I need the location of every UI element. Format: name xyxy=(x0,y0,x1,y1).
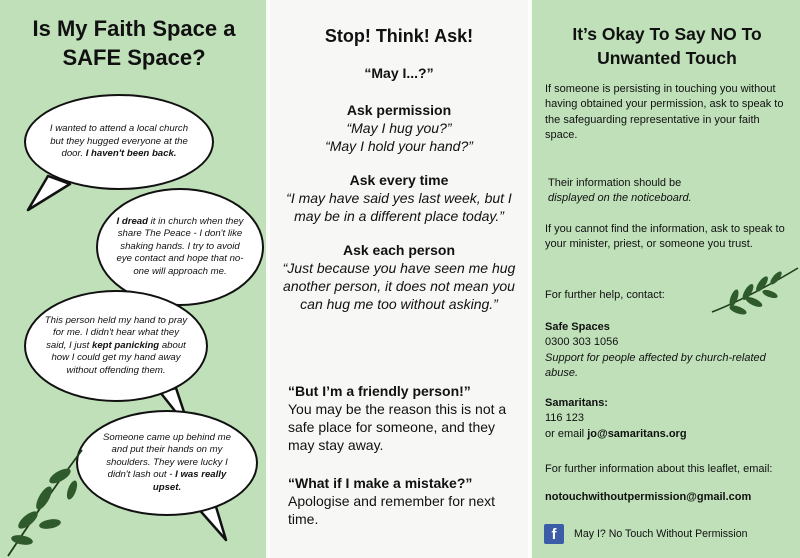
middle-panel xyxy=(270,0,528,558)
may-i-heading: “May I...?” xyxy=(364,65,434,81)
left-panel xyxy=(0,0,268,558)
ask-permission-line: “May I hug you?” xyxy=(346,120,452,136)
facebook-page-label[interactable]: May I? No Touch Without Permission xyxy=(574,528,748,540)
ask-each-person-text: “Just because you have seen me hug another person, it does not mean you can hug me too without asking.” xyxy=(282,260,516,312)
friendly-text: You may be the reason this is not a safe place for someone, and they may stay away. xyxy=(288,401,507,453)
paragraph: Their information should be displayed on the noticeboard. xyxy=(548,177,692,205)
speech-bubble: This person held my hand to pray for me. I didn't hear what they said, I just kept panicking about how I could get my hand away without offending them. xyxy=(24,290,208,402)
middle-panel-title: Stop! Think! Ask! xyxy=(324,26,474,46)
paragraph: For further information about this leaflet, email: xyxy=(545,463,773,475)
ask-every-time-heading: Ask every time xyxy=(349,172,449,188)
mistake-heading: “What if I make a mistake?” xyxy=(288,475,473,491)
right-panel xyxy=(530,0,800,558)
mistake-section xyxy=(288,474,518,528)
paragraph: If someone is persisting in touching you without having obtained your permission, ask to speak to the safeguarding representative in your faith space. xyxy=(545,83,784,142)
ask-each-person-heading: Ask each person xyxy=(342,242,456,258)
left-panel-title: Is My Faith Space a SAFE Space? xyxy=(32,16,236,70)
facebook-icon[interactable]: f xyxy=(544,524,564,544)
samaritans-contact: Samaritans: 116 123 or email jo@samaritans.org xyxy=(545,397,687,440)
friendly-section xyxy=(288,382,518,454)
speech-bubble: I wanted to attend a local church but they hugged everyone at the door. I haven't been back. xyxy=(24,94,214,190)
safe-spaces-contact: Safe Spaces 0300 303 1056 Support for people affected by church-related abuse. xyxy=(545,321,766,380)
leaflet-email-link[interactable]: notouchwithoutpermission@gmail.com xyxy=(545,491,752,503)
speech-bubble: I dread it in church when they share The Peace - I don't like shaking hands. I try to avoid eye contact and hope that no-one will approach me. xyxy=(96,188,264,306)
ask-every-time-text: “I may have said yes last week, but I may be in a different place today.” xyxy=(286,190,512,224)
paragraph: If you cannot find the information, ask to speak to your minister, priest, or someone you trust. xyxy=(545,223,785,251)
leaf-branch-icon xyxy=(2,440,92,558)
paragraph: For further help, contact: xyxy=(545,289,665,301)
samaritans-email-link[interactable]: jo@samaritans.org xyxy=(587,427,687,440)
leaf-branch-icon xyxy=(708,262,800,318)
right-panel-title: It’s Okay To Say NO To Unwanted Touch xyxy=(572,24,762,68)
speech-bubble: Someone came up behind me and put their hands on my shoulders. They were lucky I didn't lash out - I was really upset. xyxy=(76,410,258,516)
mistake-text: Apologise and remember for next time. xyxy=(288,493,495,527)
friendly-heading: “But I’m a friendly person!” xyxy=(288,383,471,399)
ask-permission-line: “May I hold your hand?” xyxy=(325,138,473,154)
ask-permission-heading: Ask permission xyxy=(346,102,452,118)
